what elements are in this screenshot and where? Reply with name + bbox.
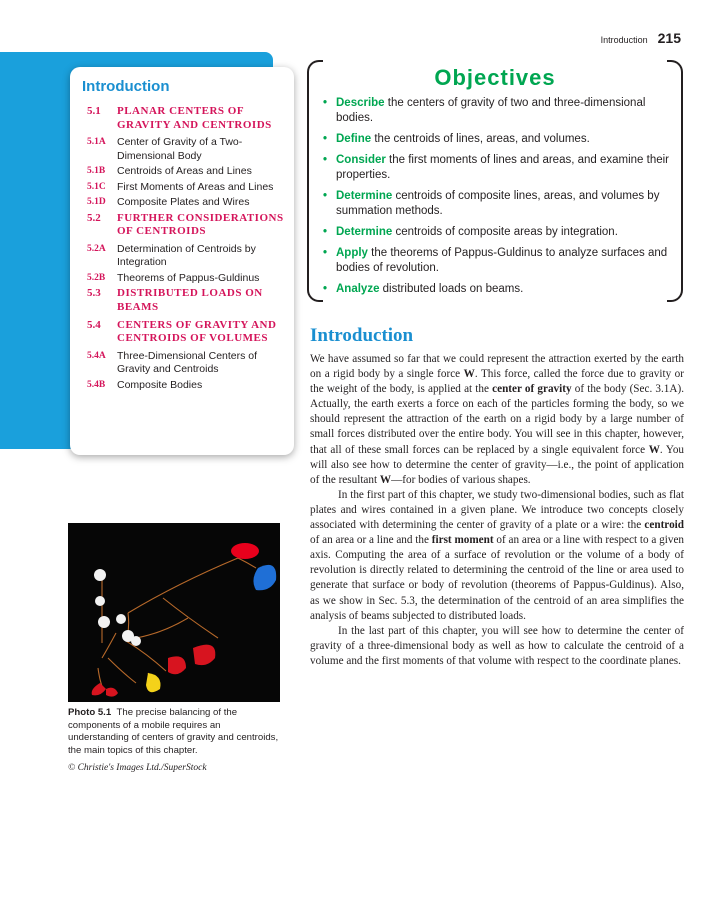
outline-item-text: Theorems of Pappus-Guldinus bbox=[117, 271, 260, 284]
bullet-icon: • bbox=[323, 226, 328, 238]
outline-item bbox=[87, 243, 292, 270]
outline-title: Introduction bbox=[82, 78, 170, 95]
photo-credit: © Christie's Images Ltd./SuperStock bbox=[68, 763, 207, 773]
objective-verb: Consider bbox=[336, 154, 386, 166]
paragraph-1: We have assumed so far that we could represent the attraction exerted by the earth on a rigid body by a single force W. This force, called the force due to gravity or the weight of the body, is applied at the center of gravity of the body (Sec. 3.1A). Actually, the earth exerts a force on each of the particles forming the body, so we should represent the attraction of the earth on a rigid body by a large number of small forces distributed over the entire body. You will see in this chapter, however, that all of these small forces can be replaced by a single equivalent force W. You will also see how to determine the center of gravity—i.e., the point of application of the resultant W—for bodies of various shapes. bbox=[310, 353, 685, 486]
outline-item bbox=[87, 379, 292, 393]
objective-verb: Determine bbox=[336, 190, 393, 202]
outline-item-text: Composite Bodies bbox=[117, 378, 203, 391]
outline-item-text: Three-Dimensional Centers of Gravity and Centroids bbox=[117, 349, 258, 376]
objective-verb: Describe bbox=[336, 97, 385, 109]
chapter-outline-card bbox=[70, 67, 294, 455]
outline-item bbox=[87, 136, 292, 163]
outline-item bbox=[87, 272, 292, 286]
red-shape bbox=[231, 543, 259, 559]
running-head bbox=[601, 30, 681, 46]
outline-item-text: Centroids of Areas and Lines bbox=[117, 165, 252, 178]
outline-item-text: Determination of Centroids by Integration bbox=[117, 242, 256, 269]
objective-text: the centers of gravity of two and three-dimensional bodies. bbox=[336, 97, 646, 124]
photo-caption-text: The precise balancing of the components of a mobile requires an understanding of centers of gravity and centroids, the main topics of this chapter. bbox=[68, 707, 279, 756]
photo-label: Photo 5.1 bbox=[68, 707, 112, 718]
objective-text: centroids of composite lines, areas, and volumes by summation methods. bbox=[336, 190, 660, 217]
objectives-title: Objectives bbox=[434, 65, 556, 90]
objective-item bbox=[321, 246, 671, 276]
outline-item-number: 5.1D bbox=[87, 197, 106, 208]
outline-item-number: 5.1B bbox=[87, 166, 106, 177]
objective-item bbox=[321, 96, 671, 126]
objective-text: distributed loads on beams. bbox=[379, 283, 524, 295]
outline-item-number: 5.1C bbox=[87, 181, 106, 192]
body-text bbox=[310, 352, 684, 669]
outline-list bbox=[87, 105, 292, 394]
outline-item bbox=[87, 212, 292, 239]
mobile-illustration bbox=[68, 523, 280, 702]
objective-text: centroids of composite areas by integration. bbox=[392, 226, 618, 238]
outline-item-text: CENTERS OF GRAVITY AND CENTROIDS OF VOLUMES bbox=[117, 318, 277, 345]
outline-item-number: 5.4B bbox=[87, 379, 106, 390]
objective-text: the centroids of lines, areas, and volumes. bbox=[371, 133, 590, 145]
paragraph-3: In the last part of this chapter, you will see how to determine the center of gravity of a three-dimensional body as well as how to calculate the centroid of a volume and the first moments of that volume with respect to the coordinate planes. bbox=[310, 624, 684, 667]
introduction-heading: Introduction bbox=[310, 325, 414, 346]
outline-item-number: 5.3 bbox=[87, 287, 101, 300]
outline-item-text: FURTHER CONSIDERATIONS OF CENTROIDS bbox=[117, 211, 284, 238]
objective-text: the first moments of lines and areas, and examine their properties. bbox=[336, 154, 670, 181]
outline-item bbox=[87, 319, 292, 346]
objectives-box bbox=[307, 60, 683, 300]
outline-item-number: 5.1A bbox=[87, 137, 106, 148]
outline-item-number: 5.2B bbox=[87, 272, 106, 283]
outline-item-text: Composite Plates and Wires bbox=[117, 196, 250, 209]
outline-item bbox=[87, 105, 292, 132]
outline-item-text: PLANAR CENTERS OF GRAVITY AND CENTROIDS bbox=[117, 105, 272, 131]
objective-item bbox=[321, 225, 671, 240]
outline-item-number: 5.1 bbox=[87, 105, 101, 117]
objective-verb: Determine bbox=[336, 226, 393, 238]
outline-item-text: Center of Gravity of a Two-Dimensional Body bbox=[117, 136, 243, 162]
objective-item bbox=[321, 189, 671, 219]
bullet-icon: • bbox=[323, 247, 328, 259]
outline-item-text: DISTRIBUTED LOADS ON BEAMS bbox=[117, 287, 263, 313]
bullet-icon: • bbox=[323, 190, 328, 202]
mobile-photo bbox=[68, 523, 280, 702]
photo-caption bbox=[68, 707, 283, 757]
outline-item-number: 5.4 bbox=[87, 318, 101, 331]
outline-item-number: 5.4A bbox=[87, 350, 106, 361]
running-head-section: Introduction bbox=[600, 35, 648, 45]
bullet-icon: • bbox=[323, 133, 328, 145]
outline-item bbox=[87, 165, 292, 179]
bullet-icon: • bbox=[323, 154, 328, 166]
page-number: 215 bbox=[657, 30, 681, 46]
bullet-icon: • bbox=[323, 283, 328, 295]
outline-item-number: 5.2A bbox=[87, 243, 106, 254]
outline-item bbox=[87, 181, 292, 195]
objective-verb: Apply bbox=[336, 247, 368, 259]
bullet-icon: • bbox=[323, 97, 328, 109]
objective-verb: Define bbox=[336, 133, 372, 145]
objectives-list bbox=[321, 96, 671, 303]
outline-item bbox=[87, 287, 292, 314]
objective-verb: Analyze bbox=[336, 283, 380, 295]
objective-text: the theorems of Pappus-Guldinus to analyze surfaces and bodies of revolution. bbox=[336, 247, 668, 274]
paragraph-2: In the first part of this chapter, we study two-dimensional bodies, such as flat plates and wires contained in a given plane. We introduce two concepts closely associated with determining the center of gravity of a plate or a wire: the centroid of an area or a line and the first moment of an area or a line with respect to a given axis. Computing the area of a surface of revolution or the volume of a body of revolution is directly related to determining the centroid of the line or area used to generate that surface or body of revolution (theorems of Pappus-Guldinus). Also, as we show in Sec. 5.3, the determination of the centroid of an area simplifies the analysis of beams subjected to distributed loads. bbox=[310, 488, 685, 622]
objective-item bbox=[321, 282, 671, 297]
objective-item bbox=[321, 153, 671, 183]
outline-item bbox=[87, 196, 292, 210]
outline-item-text: First Moments of Areas and Lines bbox=[117, 180, 274, 193]
outline-item-number: 5.2 bbox=[87, 211, 101, 224]
outline-item bbox=[87, 350, 292, 377]
objective-item bbox=[321, 132, 671, 147]
